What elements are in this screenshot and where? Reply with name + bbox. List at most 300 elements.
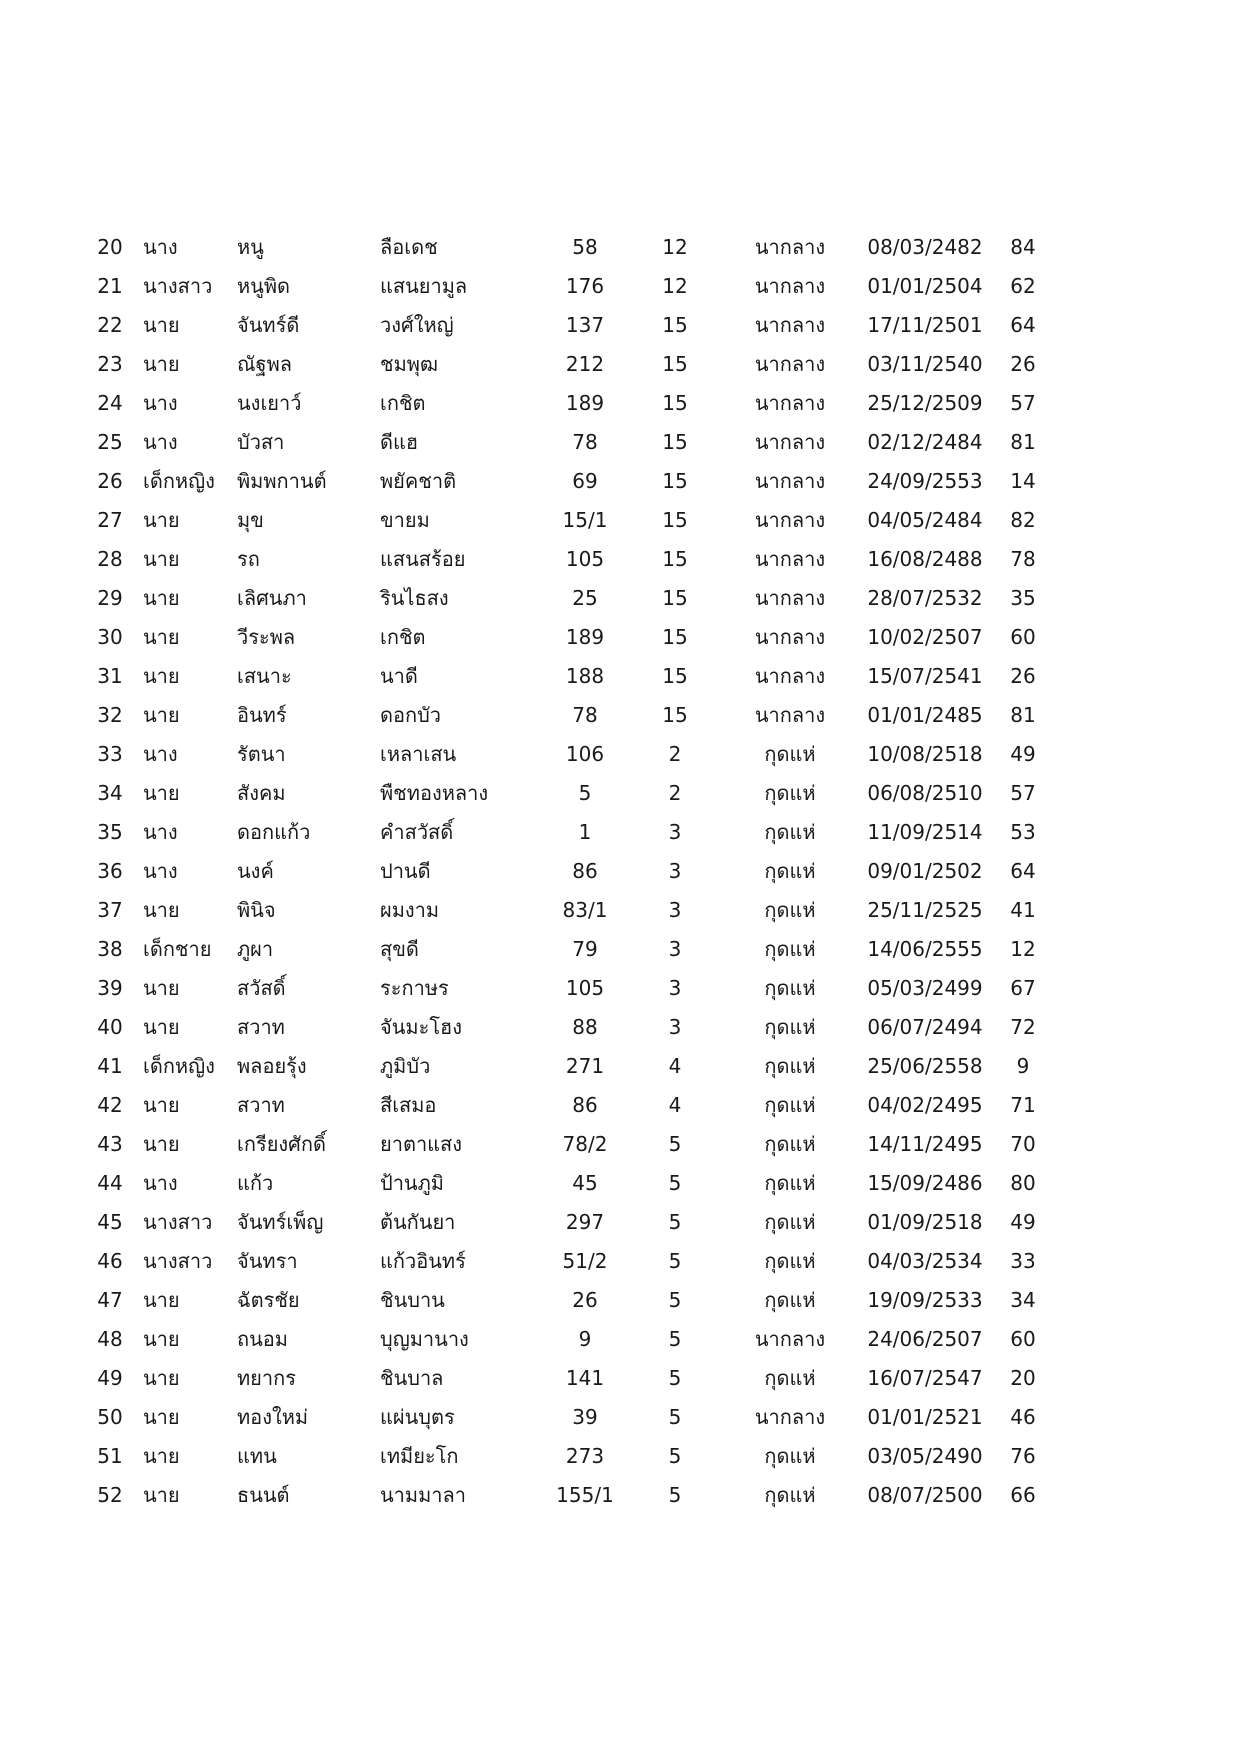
village-moo: 15: [662, 391, 688, 415]
name-title: นาย: [143, 1483, 180, 1507]
first-name: สังคม: [237, 781, 286, 805]
village-name: กุดแห่: [764, 1015, 816, 1039]
first-name: ธนนต์: [237, 1483, 290, 1507]
table-row: [0, 1086, 1241, 1125]
row-number: 22: [97, 313, 123, 337]
name-title: นาย: [143, 586, 180, 610]
village-name: กุดแห่: [764, 1483, 816, 1507]
house-number: 39: [572, 1405, 598, 1429]
age: 78: [1010, 547, 1036, 571]
row-number: 42: [97, 1093, 123, 1117]
house-number: 176: [565, 274, 605, 298]
village-moo: 4: [668, 1054, 682, 1078]
village-name: กุดแห่: [764, 976, 816, 1000]
village-name: กุดแห่: [764, 1171, 816, 1195]
name-title: นาง: [143, 1171, 178, 1195]
house-number: 105: [565, 547, 605, 571]
house-number: 79: [572, 937, 598, 961]
age: 20: [1010, 1366, 1036, 1390]
age: 62: [1010, 274, 1036, 298]
first-name: พิมพกานต์: [237, 469, 327, 493]
age: 33: [1010, 1249, 1036, 1273]
name-title: นาย: [143, 898, 180, 922]
birth-date: 03/11/2540: [867, 352, 983, 376]
last-name: ระกาษร: [380, 976, 449, 1000]
age: 64: [1010, 313, 1036, 337]
last-name: ยาตาแสง: [380, 1132, 463, 1156]
birth-date: 15/07/2541: [867, 664, 983, 688]
table-row: [0, 969, 1241, 1008]
age: 41: [1010, 898, 1036, 922]
row-number: 46: [97, 1249, 123, 1273]
first-name: รัตนา: [237, 742, 286, 766]
village-name: นากลาง: [754, 508, 826, 532]
birth-date: 28/07/2532: [867, 586, 983, 610]
name-title: นางสาว: [143, 1210, 213, 1234]
table-row: [0, 696, 1241, 735]
birth-date: 05/03/2499: [867, 976, 983, 1000]
row-number: 28: [97, 547, 123, 571]
birth-date: 09/01/2502: [867, 859, 983, 883]
age: 34: [1010, 1288, 1036, 1312]
table-row: [0, 891, 1241, 930]
village-moo: 15: [662, 469, 688, 493]
village-moo: 15: [662, 430, 688, 454]
village-moo: 2: [668, 781, 682, 805]
first-name: สวาท: [237, 1015, 285, 1039]
row-number: 39: [97, 976, 123, 1000]
name-title: นาย: [143, 664, 180, 688]
first-name: พินิจ: [237, 898, 276, 922]
table-row: [0, 930, 1241, 969]
village-name: กุดแห่: [764, 1288, 816, 1312]
name-title: นาย: [143, 352, 180, 376]
village-name: กุดแห่: [764, 1132, 816, 1156]
name-title: นาย: [143, 1015, 180, 1039]
table-row: [0, 1203, 1241, 1242]
house-number: 271: [565, 1054, 605, 1078]
name-title: นางสาว: [143, 274, 213, 298]
house-number: 15/1: [562, 508, 608, 532]
house-number: 78: [572, 703, 598, 727]
house-number: 189: [565, 391, 605, 415]
age: 9: [1016, 1054, 1030, 1078]
row-number: 43: [97, 1132, 123, 1156]
village-name: กุดแห่: [764, 1054, 816, 1078]
first-name: จันทร์เพ็ญ: [237, 1210, 324, 1234]
age: 49: [1010, 742, 1036, 766]
first-name: ทยากร: [237, 1366, 296, 1390]
first-name: เสนาะ: [237, 664, 292, 688]
birth-date: 04/03/2534: [867, 1249, 983, 1273]
village-moo: 15: [662, 664, 688, 688]
village-moo: 15: [662, 352, 688, 376]
table-row: [0, 1125, 1241, 1164]
name-title: นาย: [143, 1405, 180, 1429]
birth-date: 01/01/2521: [867, 1405, 983, 1429]
table-row: [0, 618, 1241, 657]
birth-date: 04/05/2484: [867, 508, 983, 532]
table-row: [0, 384, 1241, 423]
row-number: 23: [97, 352, 123, 376]
village-moo: 15: [662, 547, 688, 571]
house-number: 106: [565, 742, 605, 766]
village-name: กุดแห่: [764, 1249, 816, 1273]
row-number: 36: [97, 859, 123, 883]
first-name: รถ: [237, 547, 260, 571]
row-number: 50: [97, 1405, 123, 1429]
table-row: [0, 1476, 1241, 1515]
row-number: 21: [97, 274, 123, 298]
age: 64: [1010, 859, 1036, 883]
birth-date: 11/09/2514: [867, 820, 983, 844]
last-name: แสนสร้อย: [380, 547, 466, 571]
row-number: 31: [97, 664, 123, 688]
age: 26: [1010, 352, 1036, 376]
name-title: นาง: [143, 820, 178, 844]
last-name: ดอกบัว: [380, 703, 442, 727]
last-name: ปานดี: [380, 859, 431, 883]
village-name: กุดแห่: [764, 1444, 816, 1468]
last-name: ชมพุฒ: [380, 352, 439, 376]
row-number: 29: [97, 586, 123, 610]
birth-date: 24/09/2553: [867, 469, 983, 493]
table-row: [0, 735, 1241, 774]
village-moo: 15: [662, 508, 688, 532]
last-name: บุญมานาง: [380, 1327, 469, 1351]
house-number: 1: [578, 820, 592, 844]
first-name: ถนอม: [237, 1327, 288, 1351]
age: 71: [1010, 1093, 1036, 1117]
last-name: สีเสมอ: [380, 1093, 437, 1117]
age: 35: [1010, 586, 1036, 610]
row-number: 41: [97, 1054, 123, 1078]
house-number: 86: [572, 1093, 598, 1117]
village-moo: 5: [668, 1366, 682, 1390]
age: 82: [1010, 508, 1036, 532]
table-row: [0, 1008, 1241, 1047]
name-title: นาง: [143, 430, 178, 454]
table-row: [0, 579, 1241, 618]
table-row: [0, 228, 1241, 267]
village-name: กุดแห่: [764, 820, 816, 844]
age: 60: [1010, 625, 1036, 649]
name-title: นาง: [143, 391, 178, 415]
first-name: สวัสดิ์: [237, 976, 286, 1000]
age: 76: [1010, 1444, 1036, 1468]
village-moo: 15: [662, 313, 688, 337]
last-name: วงศ์ใหญ่: [380, 313, 454, 337]
house-number: 26: [572, 1288, 598, 1312]
row-number: 48: [97, 1327, 123, 1351]
row-number: 51: [97, 1444, 123, 1468]
village-name: นากลาง: [754, 391, 826, 415]
village-moo: 2: [668, 742, 682, 766]
table-row: [0, 267, 1241, 306]
village-moo: 5: [668, 1483, 682, 1507]
birth-date: 16/08/2488: [867, 547, 983, 571]
last-name: ชินบาน: [380, 1288, 445, 1312]
age: 57: [1010, 391, 1036, 415]
first-name: เลิศนภา: [237, 586, 307, 610]
age: 46: [1010, 1405, 1036, 1429]
first-name: สวาท: [237, 1093, 285, 1117]
village-moo: 5: [668, 1171, 682, 1195]
last-name: เกชิต: [380, 625, 426, 649]
house-number: 105: [565, 976, 605, 1000]
table-row: [0, 813, 1241, 852]
last-name: ดีแฮ: [380, 430, 419, 454]
age: 49: [1010, 1210, 1036, 1234]
row-number: 45: [97, 1210, 123, 1234]
first-name: มุข: [237, 508, 264, 532]
birth-date: 19/09/2533: [867, 1288, 983, 1312]
name-title: นาง: [143, 235, 178, 259]
last-name: แสนยามูล: [380, 274, 468, 298]
last-name: ลือเดช: [380, 235, 438, 259]
last-name: แก้วอินทร์: [380, 1249, 466, 1273]
last-name: นามมาลา: [380, 1483, 466, 1507]
village-name: กุดแห่: [764, 1366, 816, 1390]
birth-date: 14/06/2555: [867, 937, 983, 961]
first-name: จันทร์ดี: [237, 313, 300, 337]
village-name: กุดแห่: [764, 859, 816, 883]
village-name: นากลาง: [754, 625, 826, 649]
row-number: 20: [97, 235, 123, 259]
age: 53: [1010, 820, 1036, 844]
birth-date: 14/11/2495: [867, 1132, 983, 1156]
village-name: นากลาง: [754, 352, 826, 376]
name-title: นาย: [143, 1327, 180, 1351]
birth-date: 03/05/2490: [867, 1444, 983, 1468]
first-name: นงเยาว์: [237, 391, 302, 415]
age: 80: [1010, 1171, 1036, 1195]
last-name: พยัคชาติ: [380, 469, 457, 493]
village-name: นากลาง: [754, 586, 826, 610]
last-name: ภูมิบัว: [380, 1054, 431, 1078]
age: 12: [1010, 937, 1036, 961]
birth-date: 04/02/2495: [867, 1093, 983, 1117]
last-name: ขายม: [380, 508, 430, 532]
village-name: นากลาง: [754, 547, 826, 571]
row-number: 33: [97, 742, 123, 766]
house-number: 25: [572, 586, 598, 610]
row-number: 24: [97, 391, 123, 415]
house-number: 212: [565, 352, 605, 376]
table-row: [0, 462, 1241, 501]
village-name: นากลาง: [754, 274, 826, 298]
last-name: ผมงาม: [380, 898, 440, 922]
village-moo: 3: [668, 937, 682, 961]
table-row: [0, 1164, 1241, 1203]
village-moo: 15: [662, 625, 688, 649]
first-name: อินทร์: [237, 703, 287, 727]
village-name: กุดแห่: [764, 937, 816, 961]
table-row: [0, 1437, 1241, 1476]
birth-date: 25/12/2509: [867, 391, 983, 415]
last-name: สุขดี: [380, 937, 419, 961]
birth-date: 02/12/2484: [867, 430, 983, 454]
name-title: นาง: [143, 859, 178, 883]
age: 26: [1010, 664, 1036, 688]
last-name: ต้นกันยา: [380, 1210, 456, 1234]
age: 81: [1010, 703, 1036, 727]
name-title: นาย: [143, 1366, 180, 1390]
last-name: จันมะโฮง: [380, 1015, 463, 1039]
first-name: ดอกแก้ว: [237, 820, 311, 844]
village-name: กุดแห่: [764, 1210, 816, 1234]
village-moo: 3: [668, 820, 682, 844]
name-title: นาย: [143, 1132, 180, 1156]
age: 81: [1010, 430, 1036, 454]
last-name: พืชทองหลาง: [380, 781, 489, 805]
first-name: หนู: [237, 235, 264, 259]
last-name: รินไธสง: [380, 586, 449, 610]
name-title: นาย: [143, 1093, 180, 1117]
house-number: 141: [565, 1366, 605, 1390]
village-name: นากลาง: [754, 430, 826, 454]
first-name: หนูพิด: [237, 274, 291, 298]
house-number: 45: [572, 1171, 598, 1195]
table-row: [0, 1242, 1241, 1281]
village-name: นากลาง: [754, 1327, 826, 1351]
birth-date: 08/07/2500: [867, 1483, 983, 1507]
house-number: 155/1: [556, 1483, 614, 1507]
last-name: เกชิต: [380, 391, 426, 415]
age: 70: [1010, 1132, 1036, 1156]
birth-date: 17/11/2501: [867, 313, 983, 337]
row-number: 37: [97, 898, 123, 922]
last-name: คำสวัสดิ์: [380, 820, 454, 844]
table-row: [0, 306, 1241, 345]
village-moo: 5: [668, 1249, 682, 1273]
birth-date: 24/06/2507: [867, 1327, 983, 1351]
village-moo: 3: [668, 976, 682, 1000]
row-number: 44: [97, 1171, 123, 1195]
row-number: 26: [97, 469, 123, 493]
village-moo: 3: [668, 898, 682, 922]
age: 60: [1010, 1327, 1036, 1351]
table-row: [0, 852, 1241, 891]
house-number: 58: [572, 235, 598, 259]
village-name: กุดแห่: [764, 742, 816, 766]
age: 66: [1010, 1483, 1036, 1507]
table-row: [0, 1320, 1241, 1359]
village-name: กุดแห่: [764, 898, 816, 922]
house-number: 51/2: [562, 1249, 608, 1273]
table-row: [0, 540, 1241, 579]
village-moo: 12: [662, 274, 688, 298]
row-number: 38: [97, 937, 123, 961]
village-name: กุดแห่: [764, 1093, 816, 1117]
first-name: ฉัตรชัย: [237, 1288, 300, 1312]
village-moo: 4: [668, 1093, 682, 1117]
records-table: [0, 228, 1241, 1515]
village-name: กุดแห่: [764, 781, 816, 805]
house-number: 78: [572, 430, 598, 454]
name-title: นาย: [143, 625, 180, 649]
row-number: 35: [97, 820, 123, 844]
first-name: ภูผา: [237, 937, 274, 961]
name-title: เด็กชาย: [143, 937, 212, 961]
first-name: วีระพล: [237, 625, 296, 649]
name-title: นาย: [143, 547, 180, 571]
house-number: 9: [578, 1327, 592, 1351]
age: 67: [1010, 976, 1036, 1000]
house-number: 88: [572, 1015, 598, 1039]
age: 57: [1010, 781, 1036, 805]
name-title: นาย: [143, 313, 180, 337]
house-number: 189: [565, 625, 605, 649]
name-title: นาย: [143, 976, 180, 1000]
village-moo: 3: [668, 859, 682, 883]
row-number: 27: [97, 508, 123, 532]
house-number: 86: [572, 859, 598, 883]
birth-date: 25/06/2558: [867, 1054, 983, 1078]
last-name: ชินบาล: [380, 1366, 444, 1390]
age: 14: [1010, 469, 1036, 493]
birth-date: 01/01/2485: [867, 703, 983, 727]
village-moo: 3: [668, 1015, 682, 1039]
village-name: นากลาง: [754, 1405, 826, 1429]
first-name: แก้ว: [237, 1171, 274, 1195]
birth-date: 10/08/2518: [867, 742, 983, 766]
table-row: [0, 423, 1241, 462]
last-name: เหลาเสน: [380, 742, 457, 766]
village-moo: 5: [668, 1405, 682, 1429]
row-number: 25: [97, 430, 123, 454]
table-row: [0, 1047, 1241, 1086]
village-name: นากลาง: [754, 313, 826, 337]
first-name: บัวสา: [237, 430, 285, 454]
house-number: 273: [565, 1444, 605, 1468]
village-moo: 5: [668, 1210, 682, 1234]
birth-date: 06/07/2494: [867, 1015, 983, 1039]
house-number: 188: [565, 664, 605, 688]
village-moo: 5: [668, 1132, 682, 1156]
first-name: จันทรา: [237, 1249, 298, 1273]
birth-date: 16/07/2547: [867, 1366, 983, 1390]
table-row: [0, 1281, 1241, 1320]
house-number: 69: [572, 469, 598, 493]
name-title: นาย: [143, 1444, 180, 1468]
birth-date: 01/01/2504: [867, 274, 983, 298]
village-moo: 15: [662, 703, 688, 727]
first-name: ณัฐพล: [237, 352, 293, 376]
row-number: 47: [97, 1288, 123, 1312]
village-name: นากลาง: [754, 235, 826, 259]
last-name: เทมียะโก: [380, 1444, 459, 1468]
village-name: นากลาง: [754, 469, 826, 493]
house-number: 5: [578, 781, 592, 805]
name-title: เด็กหญิง: [143, 469, 215, 493]
birth-date: 25/11/2525: [867, 898, 983, 922]
birth-date: 06/08/2510: [867, 781, 983, 805]
village-moo: 15: [662, 586, 688, 610]
village-name: นากลาง: [754, 703, 826, 727]
row-number: 30: [97, 625, 123, 649]
name-title: นาง: [143, 742, 178, 766]
table-row: [0, 1398, 1241, 1437]
house-number: 78/2: [562, 1132, 608, 1156]
house-number: 83/1: [562, 898, 608, 922]
age: 84: [1010, 235, 1036, 259]
village-moo: 5: [668, 1288, 682, 1312]
village-moo: 5: [668, 1327, 682, 1351]
table-row: [0, 774, 1241, 813]
table-row: [0, 501, 1241, 540]
last-name: แผ่นบุตร: [380, 1405, 455, 1429]
